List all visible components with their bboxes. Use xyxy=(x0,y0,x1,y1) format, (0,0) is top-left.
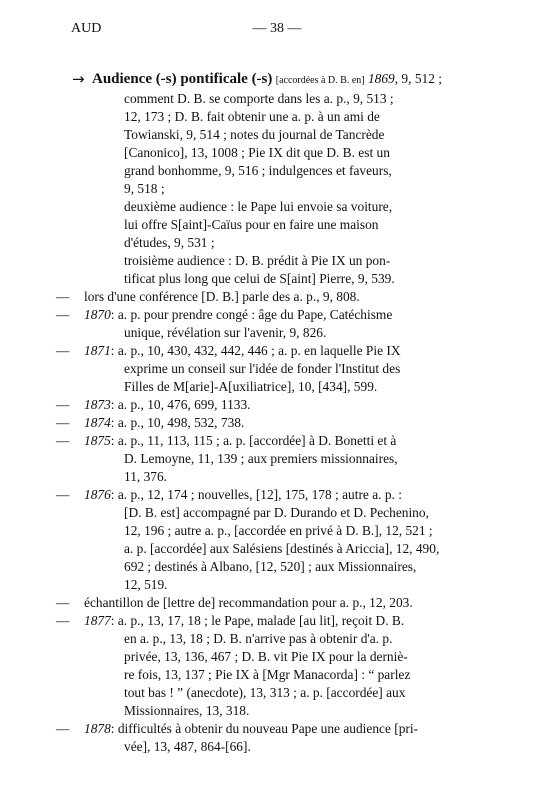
entry-dash: — xyxy=(56,343,70,358)
main-entry-line: 12, 173 ; D. B. fait obtenir une a. p. à un ami de xyxy=(124,109,380,124)
sub-entry-line: a. p. [accordée] aux Salésiens [destinés à Ariccia], 12, 490, xyxy=(124,541,440,556)
sub-entry-text: : a. p., 10, 430, 432, 442, 446 ; a. p. en laquelle Pie IX xyxy=(110,343,401,358)
sub-entry xyxy=(56,594,486,612)
sub-entry-year: 1874 xyxy=(84,415,111,430)
sub-entry-year: 1873 xyxy=(84,397,111,412)
sub-entry-line: 11, 376. xyxy=(124,469,168,484)
sub-entry-first-line xyxy=(56,486,486,504)
sub-entry-text: : a. p., 10, 476, 699, 1133. xyxy=(110,397,251,412)
sub-entry-first-line xyxy=(56,432,486,450)
entry-head-ref: , 9, 512 ; xyxy=(394,71,442,86)
sub-entry-first-line xyxy=(56,720,486,738)
sub-entry-continuation xyxy=(56,360,486,396)
sub-entry-continuation xyxy=(56,630,486,720)
entry-headword: Audience (-s) pontificale (-s) xyxy=(92,71,273,87)
sub-entry-continuation xyxy=(56,504,486,594)
sub-entry-first-line xyxy=(56,342,486,360)
sub-entry-first-line xyxy=(56,612,486,630)
entry-dash: — xyxy=(56,307,70,322)
sub-entry xyxy=(56,414,486,432)
sub-entry-line: Missionnaires, 13, 318. xyxy=(124,703,250,718)
main-entry-line: [Canonico], 13, 1008 ; Pie IX dit que D. B. est un xyxy=(124,145,390,160)
sub-entry-text: : a. p., 12, 174 ; nouvelles, [12], 175, 178 ; autre a. p. : xyxy=(110,487,402,502)
sub-entry-line: en a. p., 13, 18 ; D. B. n'arrive pas à obtenir d'a. p. xyxy=(124,631,393,646)
sub-entry-year: 1871 xyxy=(84,343,111,358)
entry-dash: — xyxy=(56,595,70,610)
sub-entry-line: 692 ; destinés à Albano, [12, 520] ; aux Missionnaires, xyxy=(124,559,417,574)
entry-dash: — xyxy=(56,433,70,448)
header-section-label: AUD xyxy=(71,21,102,36)
main-entry xyxy=(56,70,486,288)
sub-entry-year: 1875 xyxy=(84,433,111,448)
sub-entry xyxy=(56,306,486,342)
main-entry-line: troisième audience : D. B. prédit à Pie IX un pon- xyxy=(124,253,391,268)
main-entry-line: 9, 518 ; xyxy=(124,181,165,196)
sub-entry-text: : a. p., 11, 113, 115 ; a. p. [accordée] à D. Bonetti et à xyxy=(110,433,397,448)
sub-entry-text: échantillon de [lettre de] recommandation pour a. p., 12, 203. xyxy=(84,595,413,610)
main-entry-line: grand bonhomme, 9, 516 ; indulgences et faveurs, xyxy=(124,163,392,178)
entry-dash: — xyxy=(56,415,70,430)
sub-entry xyxy=(56,486,486,594)
sub-entry-text: : a. p., 10, 498, 532, 738. xyxy=(110,415,245,430)
sub-entry-line: exprime un conseil sur l'idée de fonder l'Institut des xyxy=(124,361,401,376)
sub-entry-line: tout bas ! ” (anecdote), 13, 313 ; a. p. [accordée] aux xyxy=(124,685,406,700)
sub-entry-line: Filles de M[arie]-A[uxiliatrice], 10, [434], 599. xyxy=(124,379,378,394)
entry-dash: — xyxy=(56,721,70,736)
index-content xyxy=(56,70,486,756)
entry-head-year: 1869 xyxy=(367,71,395,86)
main-entry-head xyxy=(56,70,486,90)
page-number: — 38 — xyxy=(252,21,302,36)
entry-head-note: [accordées à D. B. en] xyxy=(275,75,365,86)
sub-entry-first-line xyxy=(56,594,486,612)
sub-entry xyxy=(56,342,486,396)
sub-entry-year: 1878 xyxy=(84,721,111,736)
sub-entry-text: : a. p. pour prendre congé : âge du Pape, Catéchisme xyxy=(110,307,393,322)
sub-entry-line: privée, 13, 136, 467 ; D. B. vit Pie IX pour la derniè- xyxy=(124,649,408,664)
entry-dash: — xyxy=(56,613,70,628)
entry-dash: — xyxy=(56,289,70,304)
sub-entry xyxy=(56,288,486,306)
main-entry-line: lui offre S[aint]-Caïus pour en faire une maison xyxy=(124,217,379,232)
sub-entry-first-line xyxy=(56,288,486,306)
sub-entry-line: 12, 519. xyxy=(124,577,168,592)
sub-entry-line: D. Lemoyne, 11, 139 ; aux premiers missionnaires, xyxy=(124,451,398,466)
main-entry-line: comment D. B. se comporte dans les a. p., 9, 513 ; xyxy=(124,91,394,106)
sub-entry-line: vée], 13, 487, 864-[66]. xyxy=(124,739,251,754)
sub-entry xyxy=(56,432,486,486)
sub-entry xyxy=(56,396,486,414)
sub-entry-line: re fois, 13, 137 ; Pie IX à [Mgr Manacorda] : “ parlez xyxy=(124,667,411,682)
arrow-icon: → xyxy=(72,70,85,88)
sub-entry-first-line xyxy=(56,396,486,414)
sub-entry-first-line xyxy=(56,306,486,324)
sub-entry-continuation xyxy=(56,738,486,756)
sub-entries xyxy=(56,288,486,756)
sub-entry-text: lors d'une conférence [D. B.] parle des a. p., 9, 808. xyxy=(84,289,360,304)
sub-entry-line: unique, révélation sur l'avenir, 9, 826. xyxy=(124,325,327,340)
entry-dash: — xyxy=(56,487,70,502)
main-entry-line: tificat plus long que celui de S[aint] Pierre, 9, 539. xyxy=(124,271,395,286)
sub-entry-continuation xyxy=(56,450,486,486)
main-entry-line: d'études, 9, 531 ; xyxy=(124,235,215,250)
main-entry-line: deuxième audience : le Pape lui envoie sa voiture, xyxy=(124,199,393,214)
entry-dash: — xyxy=(56,397,70,412)
sub-entry-line: [D. B. est] accompagné par D. Durando et D. Pechenino, xyxy=(124,505,429,520)
page-header xyxy=(71,21,483,41)
sub-entry-text: : a. p., 13, 17, 18 ; le Pape, malade [au lit], reçoit D. B. xyxy=(110,613,405,628)
sub-entry xyxy=(56,612,486,720)
sub-entry-text: : difficultés à obtenir du nouveau Pape une audience [pri- xyxy=(110,721,419,736)
sub-entry xyxy=(56,720,486,756)
sub-entry-continuation xyxy=(56,324,486,342)
main-entry-body xyxy=(56,90,486,288)
main-entry-line: Towianski, 9, 514 ; notes du journal de Tancrède xyxy=(124,127,385,142)
sub-entry-line: 12, 196 ; autre a. p., [accordée en privé à D. B.], 12, 521 ; xyxy=(124,523,433,538)
sub-entry-year: 1876 xyxy=(84,487,111,502)
sub-entry-year: 1870 xyxy=(84,307,111,322)
sub-entry-first-line xyxy=(56,414,486,432)
sub-entry-year: 1877 xyxy=(84,613,111,628)
